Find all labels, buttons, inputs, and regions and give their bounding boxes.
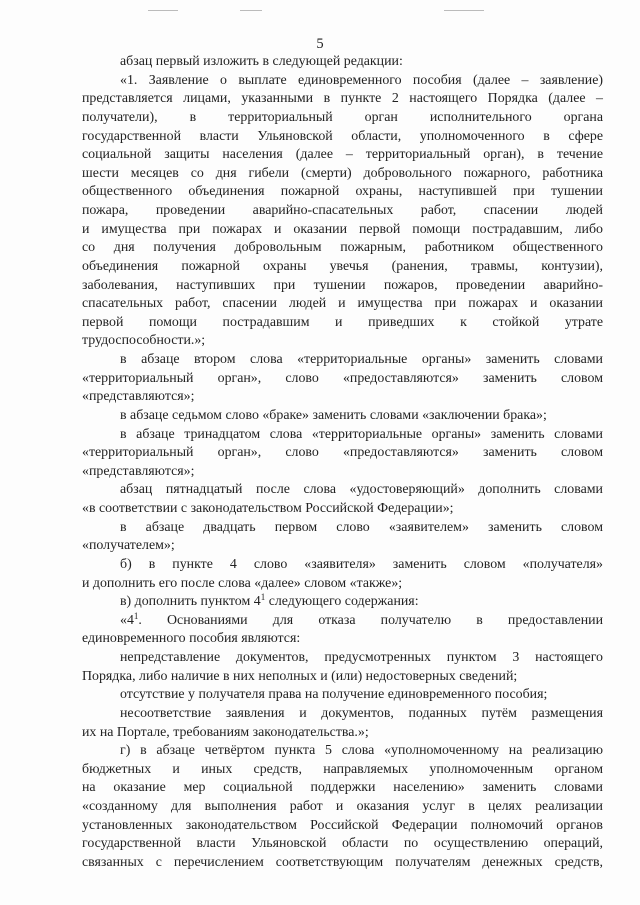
text-line: «созданному для выполнения работ и оказания услуг в целях реализации [82,799,603,814]
text-line: общественного объединения пожарной охраны, наступившей при тушении [82,184,603,200]
text-line: со дня получения добровольным пожарным, работником общественного [82,240,603,256]
text-segment: следующего содержания: [268,594,419,610]
text-line: трудоспособности.»; [82,333,206,349]
text-line: «1. Заявление о выплате единовременного пособия (далее – заявление) [120,72,603,88]
text-line: Порядка, либо наличие в них неполных и (или) недостоверных сведений; [82,668,518,684]
text-line: единовременного пособия являются: [82,631,301,647]
text-line: «представляются»; [82,463,195,479]
text-line: на оказание мер социальной поддержки населению» заменить словами [82,780,603,796]
text-line: в абзаце седьмом слово «браке» заменить словами «заключении брака»; [120,407,547,423]
text-line: «территориальный орган», слово «предоставляются» заменить словом [82,370,603,386]
text-line: несоответствие заявления и документов, поданных путём размещения [120,705,603,721]
text-line: в абзаце двадцать первом слово «заявителем» заменить словом [120,519,603,535]
text-line: пожара, проведении аварийно-спасательных работ, спасении людей [82,203,603,218]
text-line: «территориальный орган», слово «предоставляются» заменить словом [82,445,603,461]
text-line: «представляются»; [82,389,195,405]
text-line: объединения пожарной охраны увечья (ранения, травмы, контузии), [82,258,603,274]
text-line: и дополнить его после слова «далее» словом «также»; [82,575,403,591]
text-line: связанных с перечислением соответствующим получателям денежных средств, [82,854,603,870]
superscript: 1 [133,610,139,621]
text-line: г) в абзаце четвёртом пункта 5 слова «уполномоченному на реализацию [120,743,603,759]
text-line: в абзаце втором слова «территориальные органы» заменить словами [120,352,603,367]
text-line: заболевания, наступивших при тушении пожаров, проведении аварийно- [82,277,603,293]
text-line: государственной власти Ульяновской области по осуществлению операций, [82,836,603,852]
text-line: их на Портале, требованиям законодательства.»; [82,724,369,740]
text-segment: . Основаниями для отказа получателю в предоставлении [138,612,603,628]
page-number: 5 [316,36,324,52]
text-segment: в) дополнить пунктом 4 [120,594,261,610]
text-line: абзац пятнадцатый после слова «удостоверяющий» дополнить словами [120,482,603,498]
scan-artifact [148,10,178,11]
text-line [82,593,603,612]
text-line: абзац первый изложить в следующей редакции: [120,54,403,69]
scan-artifact [240,10,262,11]
text-line [82,612,603,631]
text-segment: «4 [120,612,134,628]
text-line: непредставление документов, предусмотренных пунктом 3 настоящего [120,650,603,665]
scan-artifact [444,10,484,11]
text-line: отсутствие у получателя права на получение единовременного пособия; [120,687,548,703]
text-line: получатели), в территориальный орган исполнительного органа [82,109,603,125]
text-line: бюджетных и иных средств, направляемых уполномоченным органом [82,761,603,777]
text-line: в абзаце тринадцатом слова «территориальные органы» заменить словами [120,426,603,442]
text-line: представляется лицами, указанными в пункте 2 настоящего Порядка (далее – [82,91,603,107]
text-line: шести месяцев со дня гибели (смерти) добровольного пожарного, работника [82,165,603,181]
text-line: б) в пункте 4 слово «заявителя» заменить словом «получателя» [120,556,603,572]
text-line: «в соответствии с законодательством Российской Федерации»; [82,501,454,516]
text-line: и имущества при пожарах и оказании первой помощи пострадавшим, либо [82,221,603,237]
text-line: установленных законодательством Российской Федерации полномочий органов [82,817,603,833]
text-line: первой помощи пострадавшим и приведших к стойкой утрате [82,314,603,330]
document-body [82,53,603,873]
superscript: 1 [260,592,266,603]
text-line: государственной власти Ульяновской области, уполномоченного в сфере [82,128,603,144]
text-line: социальной защиты населения (далее – территориальный орган), в течение [82,147,603,163]
text-line: спасательных работ, спасении людей и имущества при пожарах и оказании [82,296,603,312]
text-line: «получателем»; [82,538,175,554]
